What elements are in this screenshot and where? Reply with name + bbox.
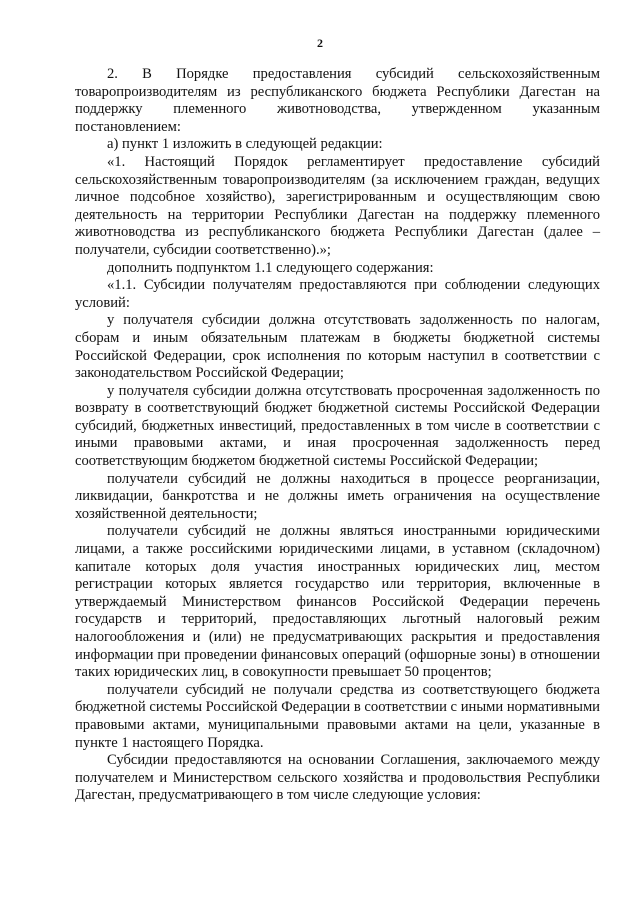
paragraph-condition-foreign-entities: получатели субсидий не должны являться иностранными юридическими лицами, а также российскими юридическими лицами, в уставном (складочном) капитале которых доля участия иностранных юридических лиц, местом регистрации которых является государство или территория, включенные в утверждаемый Министерством финансов Российской Федерации перечень государств и территорий, предоставляющих льготный налоговый режим налогообложения и (или) не предусматривающих раскрытия и предоставления информации при проведении финансовых операций (офшорные зоны) в отношении таких юридических лиц, в совокупности превышает 50 процентов;: [75, 523, 600, 681]
paragraph-condition-tax-debt: у получателя субсидии должна отсутствовать задолженность по налогам, сборам и иным обязательным платежам в бюджеты бюджетной системы Российской Федерации, срок исполнения по которым наступил в соответствии с законодательством Российской Федерации;: [75, 312, 600, 382]
paragraph-item-2: 2. В Порядке предоставления субсидий сельскохозяйственным товаропроизводителям из республиканского бюджета Республики Дагестан на поддержку племенного животноводства, утвержденном указанным постановлением:: [75, 66, 600, 135]
paragraph-condition-overdue-debt: у получателя субсидии должна отсутствовать просроченная задолженность по возврату в соответствующий бюджет бюджетной системы Российской Федерации субсидий, бюджетных инвестиций, предоставленных в том числе в соответствии с иными правовыми актами, и иная просроченная задолженность перед соответствующим бюджетом бюджетной системы Российской Федерации;: [75, 382, 600, 470]
paragraph-agreement: Субсидии предоставляются на основании Соглашения, заключаемого между получателем и Министерством сельского хозяйства и продовольствия Республики Дагестан, предусматривающего в том числе следующие условия:: [75, 752, 600, 804]
paragraph-subpoint-a: а) пункт 1 изложить в следующей редакции:: [107, 136, 383, 153]
paragraph-add-subpoint: дополнить подпунктом 1.1 следующего содержания:: [107, 259, 434, 276]
document-body: [75, 66, 600, 805]
paragraph-condition-other-funds: получатели субсидий не получали средства из соответствующего бюджета бюджетной системы Российской Федерации в соответствии с иными нормативными правовыми актами, муниципальными правовыми актами на цели, указанные в пункте 1 настоящего Порядка.: [75, 681, 600, 751]
paragraph-condition-reorganization: получатели субсидий не должны находиться в процессе реорганизации, ликвидации, банкротства и не должны иметь ограничения на осуществление хозяйственной деятельности;: [75, 470, 600, 522]
paragraph-subpoint-1-1: «1.1. Субсидии получателям предоставляются при соблюдении следующих условий:: [75, 277, 600, 311]
paragraph-point-1-text: «1. Настоящий Порядок регламентирует предоставление субсидий сельскохозяйственным товаропроизводителям (за исключением граждан, ведущих личное подсобное хозяйство), зарегистрированным и осуществляющим свою деятельность на территории Республики Дагестан на поддержку племенного животноводства из республиканского бюджета Республики Дагестан (далее – получатели, субсидии соответственно).»;: [75, 153, 600, 258]
page-number: 2: [317, 36, 323, 50]
